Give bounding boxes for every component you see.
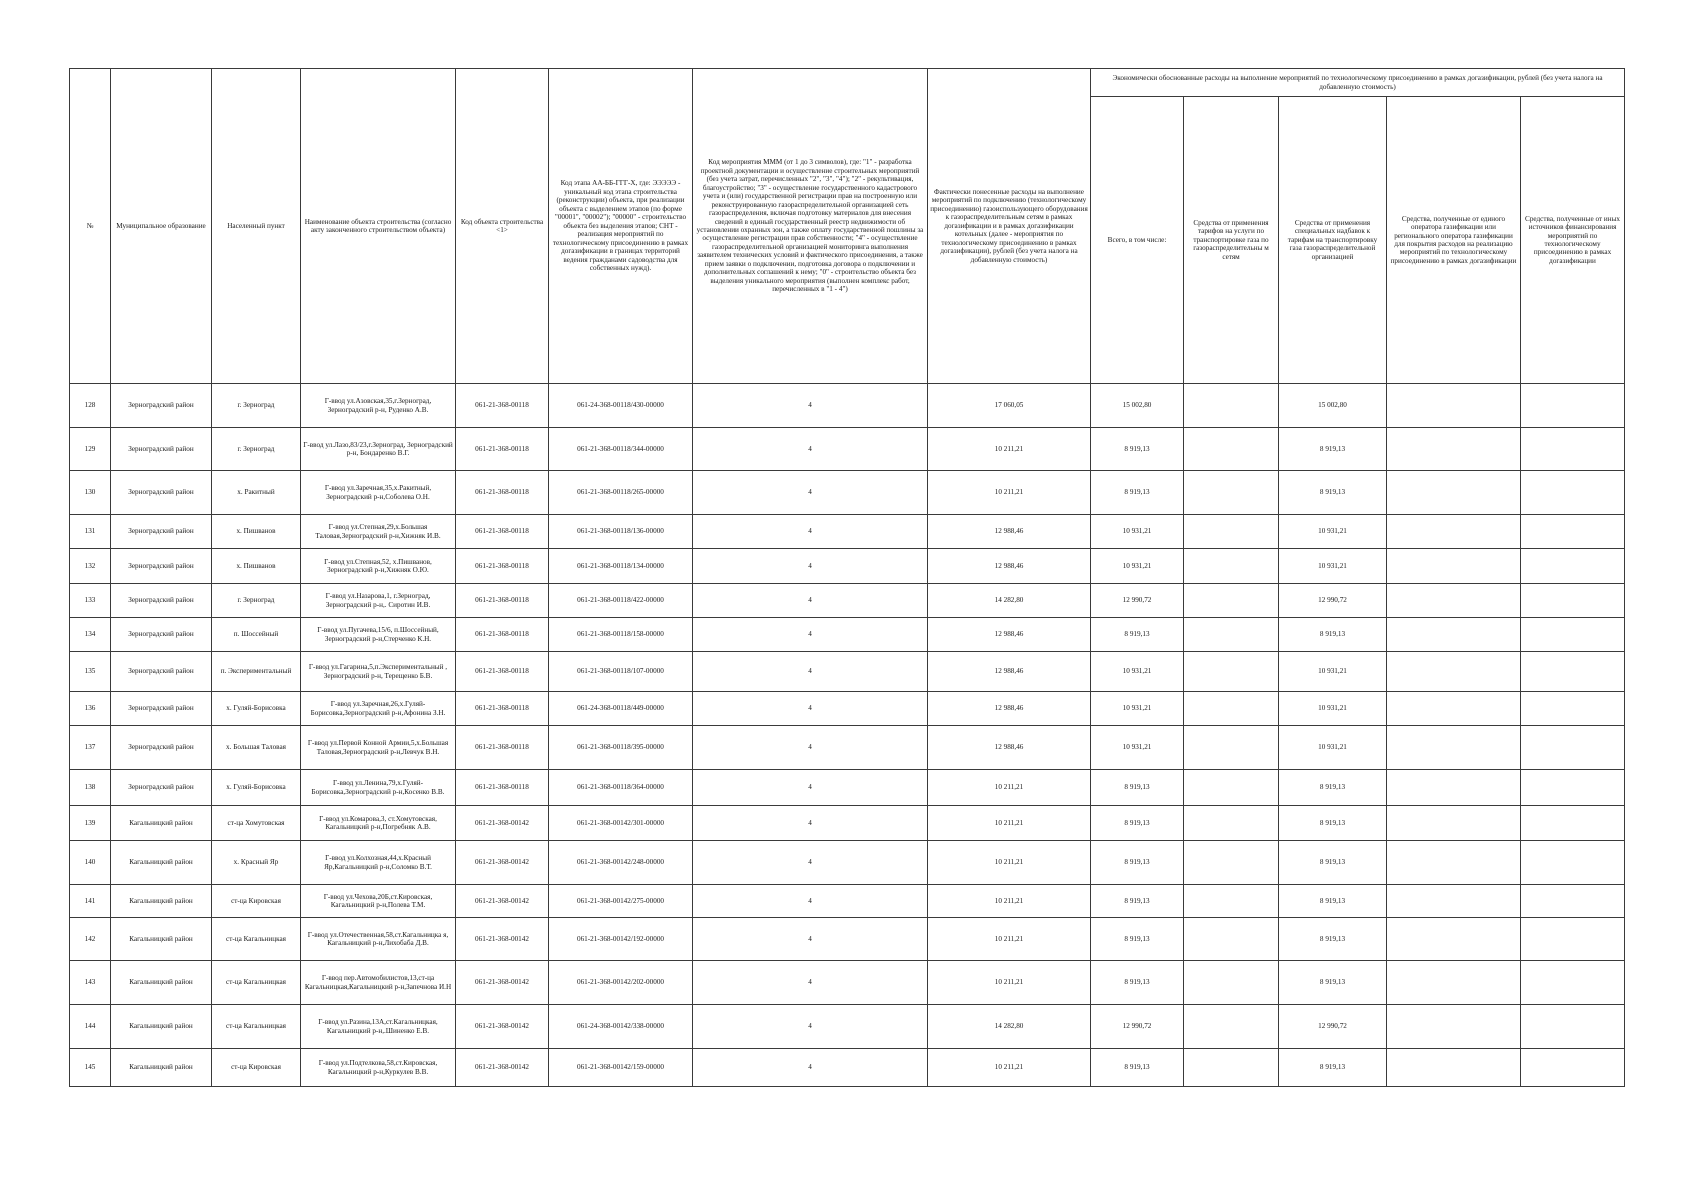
cell-stage-code: 061-21-368-00142/202-00000 [549,961,693,1005]
cell-num: 137 [70,726,111,770]
cell-surcharge: 8 919,13 [1279,841,1387,885]
cell-locality: х. Пишванов [212,549,301,584]
cell-tariff [1184,384,1279,428]
header-object-code: Код объекта строительства <1> [456,69,549,384]
cell-operator [1387,961,1521,1005]
cell-total: 8 919,13 [1091,961,1184,1005]
cell-surcharge: 8 919,13 [1279,806,1387,841]
cell-locality: х. Гуляй-Борисовка [212,770,301,806]
cell-tariff [1184,692,1279,726]
cell-object-name: Г-ввод ул.Азовская,35,г.Зерноград, Зерноградский р-н, Руденко А.В. [301,384,456,428]
cell-stage-code: 061-21-368-00118/134-00000 [549,549,693,584]
cell-total: 15 002,80 [1091,384,1184,428]
cell-other [1521,841,1625,885]
cell-surcharge: 8 919,13 [1279,918,1387,961]
cell-locality: ст-ца Кагальницкая [212,1005,301,1049]
cell-locality: х. Красный Яр [212,841,301,885]
cell-locality: г. Зерноград [212,584,301,618]
cell-actual-costs: 12 988,46 [928,515,1091,549]
cell-municipality: Зерноградский район [111,384,212,428]
table-row [70,961,1625,1005]
cell-municipality: Кагальницкий район [111,918,212,961]
cell-other [1521,726,1625,770]
cell-total: 12 990,72 [1091,584,1184,618]
cell-locality: х. Большая Таловая [212,726,301,770]
cell-municipality: Кагальницкий район [111,885,212,918]
cell-municipality: Кагальницкий район [111,1049,212,1087]
cell-object-code: 061-21-368-00118 [456,515,549,549]
cell-object-code: 061-21-368-00118 [456,584,549,618]
cell-locality: х. Гуляй-Борисовка [212,692,301,726]
cell-locality: п. Шоссейный [212,618,301,652]
cell-locality: ст-ца Кагальницкая [212,918,301,961]
cell-surcharge: 8 919,13 [1279,1049,1387,1087]
cell-tariff [1184,806,1279,841]
cell-num: 143 [70,961,111,1005]
cell-other [1521,692,1625,726]
cell-surcharge: 10 931,21 [1279,726,1387,770]
cell-activity-code: 4 [693,1049,928,1087]
table-body [70,384,1625,1087]
cell-tariff [1184,652,1279,692]
cell-stage-code: 061-21-368-00118/422-00000 [549,584,693,618]
cell-stage-code: 061-21-368-00118/344-00000 [549,428,693,471]
cell-operator [1387,726,1521,770]
header-actual-costs: Фактически понесенные расходы на выполнение мероприятий по подключению (технологическому присоединению) газоиспользующего оборудования к газораспределительным сетям в рамках догазификации и в рамках догазификации котельных (далее - мероприятия по технологическому присоединению в рамках догазификации), рублей (без учета налога на добавленную стоимость) [928,69,1091,384]
cell-object-code: 061-21-368-00118 [456,618,549,652]
cell-object-code: 061-21-368-00118 [456,652,549,692]
cell-stage-code: 061-21-368-00118/107-00000 [549,652,693,692]
cell-actual-costs: 12 988,46 [928,652,1091,692]
cell-municipality: Зерноградский район [111,652,212,692]
table-row [70,549,1625,584]
cell-activity-code: 4 [693,471,928,515]
cell-total: 8 919,13 [1091,806,1184,841]
table-row [70,918,1625,961]
cell-actual-costs: 10 211,21 [928,471,1091,515]
table-row [70,384,1625,428]
cell-object-name: Г-ввод пер.Автомобилистов,13,ст-ца Кагальницкая,Кагальницкий р-н,Запечнова И.Н [301,961,456,1005]
cell-stage-code: 061-21-368-00142/301-00000 [549,806,693,841]
cell-actual-costs: 10 211,21 [928,885,1091,918]
cell-locality: х. Ракитный [212,471,301,515]
header-stage-code: Код этапа АА-ББ-ГГГ-Х, где: ЭЭЭЭЭ - уникальный код этапа строительства (реконструкции) объекта, при реализации объекта с выделением этапов (по форме "00001", "00002"); "00000" - строительство объекта без выделения этапов; СНТ - реализация мероприятий по технологическому присоединению в рамках догазификации в границах территорий ведения гражданами садоводства для собственных нужд). [549,69,693,384]
cell-surcharge: 10 931,21 [1279,652,1387,692]
cell-tariff [1184,885,1279,918]
cell-object-name: Г-ввод ул.Чехова,20Б,ст.Кировская, Кагальницкий р-н,Полева Т.М. [301,885,456,918]
cell-actual-costs: 17 060,05 [928,384,1091,428]
header-other: Средства, полученные от иных источников финансирования мероприятий по технологическому присоединению в рамках догазификации [1521,97,1625,384]
table-header [70,69,1625,384]
header-locality: Населенный пункт [212,69,301,384]
cell-tariff [1184,918,1279,961]
cell-actual-costs: 10 211,21 [928,918,1091,961]
header-municipality: Муниципальное образование [111,69,212,384]
cell-other [1521,918,1625,961]
header-tariff: Средства от применения тарифов на услуги по транспортировке газа по газораспределительны м сетям [1184,97,1279,384]
cell-object-name: Г-ввод ул.Пугачева,15/6, п.Шоссейный, Зерноградский р-н,Стерченко К.Н. [301,618,456,652]
cell-object-name: Г-ввод ул.Назарова,1, г.Зерноград, Зерноградский р-н,. Сиротин И.В. [301,584,456,618]
cell-other [1521,471,1625,515]
cell-municipality: Кагальницкий район [111,961,212,1005]
cell-other [1521,885,1625,918]
cell-object-code: 061-21-368-00118 [456,549,549,584]
cell-locality: г. Зерноград [212,384,301,428]
cell-other [1521,961,1625,1005]
cell-surcharge: 10 931,21 [1279,515,1387,549]
cell-activity-code: 4 [693,384,928,428]
cell-actual-costs: 14 282,80 [928,584,1091,618]
cell-activity-code: 4 [693,515,928,549]
cell-actual-costs: 10 211,21 [928,806,1091,841]
cell-stage-code: 061-21-368-00142/275-00000 [549,885,693,918]
cell-other [1521,549,1625,584]
cell-stage-code: 061-21-368-00142/159-00000 [549,1049,693,1087]
cell-operator [1387,618,1521,652]
cell-object-name: Г-ввод ул.Гагарина,5,п.Экспериментальный , Зерноградский р-н, Терещенко Б.В. [301,652,456,692]
cell-operator [1387,1049,1521,1087]
cell-object-code: 061-21-368-00118 [456,726,549,770]
cell-stage-code: 061-21-368-00142/248-00000 [549,841,693,885]
cell-tariff [1184,1049,1279,1087]
cell-operator [1387,584,1521,618]
cell-stage-code: 061-24-368-00118/449-00000 [549,692,693,726]
cell-other [1521,1049,1625,1087]
header-activity-code: Код мероприятия МММ (от 1 до 3 символов), где: "1" - разработка проектной документации и осуществление строительных мероприятий (без учета затрат, перечисленных "2", "3", "4"); "2" - рекультивация, благоустройство; "3" - осуществление государственного кадастрового учета и (или) государственной регистрации прав на построенную или реконструированную газораспределительной организацией сеть газораспределения, включая подготовку материалов для внесения сведений в единый государственный реестр недвижимости об установлении охранных зон, а также оплату государственной пошлины за осуществление регистрации прав собственности; "4" - осуществление газораспределительной организацией мониторинга выполнения заявителем технических условий и фактического присоединения, а также прием заявки о подключении, подготовка договора о подключении и дополнительных соглашений к нему; "0" - строительство объекта без выделения уникального мероприятия (выполнен комплекс работ, перечисленных в "1 - 4") [693,69,928,384]
cell-num: 140 [70,841,111,885]
cell-municipality: Зерноградский район [111,770,212,806]
cell-other [1521,770,1625,806]
cell-tariff [1184,1005,1279,1049]
cell-operator [1387,652,1521,692]
cell-municipality: Зерноградский район [111,726,212,770]
cell-num: 136 [70,692,111,726]
cell-activity-code: 4 [693,618,928,652]
cell-total: 8 919,13 [1091,471,1184,515]
cell-object-code: 061-21-368-00118 [456,471,549,515]
cell-object-name: Г-ввод ул.Комарова,3, ст.Хомутовская, Кагальницкий р-н,Погребняк А.В. [301,806,456,841]
cell-stage-code: 061-21-368-00142/192-00000 [549,918,693,961]
cell-operator [1387,428,1521,471]
cell-actual-costs: 10 211,21 [928,961,1091,1005]
cell-object-code: 061-21-368-00142 [456,1049,549,1087]
cell-surcharge: 12 990,72 [1279,1005,1387,1049]
cell-other [1521,515,1625,549]
table-row [70,584,1625,618]
cell-stage-code: 061-24-368-00142/338-00000 [549,1005,693,1049]
cell-actual-costs: 10 211,21 [928,770,1091,806]
table-row [70,770,1625,806]
header-econ-group: Экономически обоснованные расходы на выполнение мероприятий по технологическому присоединению в рамках догазификации, рублей (без учета налога на добавленную стоимость) [1091,69,1625,97]
cell-object-name: Г-ввод ул.Степная,29,х.Большая Таловая,Зерноградский р-н,Хижняк И.В. [301,515,456,549]
cell-municipality: Зерноградский район [111,471,212,515]
cell-other [1521,652,1625,692]
cell-stage-code: 061-21-368-00118/158-00000 [549,618,693,652]
cell-surcharge: 8 919,13 [1279,618,1387,652]
table-row [70,726,1625,770]
cell-object-code: 061-21-368-00142 [456,806,549,841]
cell-surcharge: 8 919,13 [1279,471,1387,515]
cell-municipality: Зерноградский район [111,618,212,652]
cell-object-code: 061-21-368-00142 [456,841,549,885]
table-row [70,1049,1625,1087]
cell-locality: ст-ца Кировская [212,1049,301,1087]
cell-municipality: Кагальницкий район [111,1005,212,1049]
cell-num: 145 [70,1049,111,1087]
cell-num: 133 [70,584,111,618]
cell-total: 8 919,13 [1091,885,1184,918]
cell-object-name: Г-ввод ул.Лазо,83/23,г.Зерноград, Зерноградский р-н, Бондаренко В.Г. [301,428,456,471]
header-object-name: Наименование объекта строительства (согласно акту законченного строительством объекта) [301,69,456,384]
table-row [70,806,1625,841]
cell-tariff [1184,770,1279,806]
cell-tariff [1184,428,1279,471]
table-row [70,652,1625,692]
cell-activity-code: 4 [693,841,928,885]
cell-total: 8 919,13 [1091,1049,1184,1087]
cell-activity-code: 4 [693,885,928,918]
cell-other [1521,1005,1625,1049]
table-row [70,428,1625,471]
cell-locality: п. Экспериментальный [212,652,301,692]
cell-operator [1387,515,1521,549]
cell-locality: ст-ца Кагальницкая [212,961,301,1005]
cell-num: 130 [70,471,111,515]
cell-num: 135 [70,652,111,692]
cell-operator [1387,918,1521,961]
header-surcharge: Средства от применения специальных надбавок к тарифам на транспортировку газа газораспределительной организацией [1279,97,1387,384]
cell-surcharge: 10 931,21 [1279,549,1387,584]
cell-object-code: 061-21-368-00118 [456,770,549,806]
cell-operator [1387,885,1521,918]
cell-stage-code: 061-24-368-00118/430-00000 [549,384,693,428]
cell-total: 10 931,21 [1091,549,1184,584]
cell-other [1521,806,1625,841]
cell-surcharge: 12 990,72 [1279,584,1387,618]
cell-surcharge: 8 919,13 [1279,961,1387,1005]
cell-surcharge: 8 919,13 [1279,428,1387,471]
cell-operator [1387,549,1521,584]
cell-operator [1387,770,1521,806]
table-row [70,471,1625,515]
cell-municipality: Зерноградский район [111,428,212,471]
cell-activity-code: 4 [693,1005,928,1049]
cell-actual-costs: 12 988,46 [928,692,1091,726]
cell-tariff [1184,961,1279,1005]
cell-num: 132 [70,549,111,584]
cell-total: 10 931,21 [1091,515,1184,549]
cell-actual-costs: 14 282,80 [928,1005,1091,1049]
cell-locality: х. Пишванов [212,515,301,549]
cell-object-code: 061-21-368-00142 [456,1005,549,1049]
cell-num: 128 [70,384,111,428]
cell-municipality: Кагальницкий район [111,806,212,841]
cell-municipality: Зерноградский район [111,515,212,549]
cell-object-code: 061-21-368-00118 [456,692,549,726]
cell-num: 134 [70,618,111,652]
cell-total: 8 919,13 [1091,428,1184,471]
cell-municipality: Зерноградский район [111,549,212,584]
cell-tariff [1184,841,1279,885]
cell-object-name: Г-ввод ул.Отечественная,58,ст.Кагальницка я, Кагальницкий р-н,Лихобаба Д.В. [301,918,456,961]
cell-activity-code: 4 [693,806,928,841]
table-row [70,841,1625,885]
cell-surcharge: 8 919,13 [1279,770,1387,806]
cell-activity-code: 4 [693,918,928,961]
table-row [70,515,1625,549]
cell-num: 131 [70,515,111,549]
cost-table [69,68,1625,1087]
cell-tariff [1184,471,1279,515]
cell-operator [1387,384,1521,428]
cell-activity-code: 4 [693,961,928,1005]
cell-num: 142 [70,918,111,961]
cell-total: 8 919,13 [1091,841,1184,885]
cell-object-code: 061-21-368-00142 [456,885,549,918]
cell-total: 8 919,13 [1091,770,1184,806]
cell-num: 139 [70,806,111,841]
cell-num: 144 [70,1005,111,1049]
cell-stage-code: 061-21-368-00118/136-00000 [549,515,693,549]
cell-operator [1387,692,1521,726]
cell-object-name: Г-ввод ул.Колхозная,44,х.Красный Яр,Кагальницкий р-н,Соломко В.Т. [301,841,456,885]
cell-operator [1387,1005,1521,1049]
cell-object-name: Г-ввод ул.Заречная,26,х.Гуляй-Борисовка,Зерноградский р-н,Афонина З.Н. [301,692,456,726]
cell-num: 141 [70,885,111,918]
cell-total: 12 990,72 [1091,1005,1184,1049]
cell-locality: ст-ца Хомутовская [212,806,301,841]
cell-actual-costs: 12 988,46 [928,549,1091,584]
cell-object-code: 061-21-368-00118 [456,428,549,471]
cell-municipality: Зерноградский район [111,584,212,618]
header-num: № [70,69,111,384]
cell-num: 138 [70,770,111,806]
cell-total: 10 931,21 [1091,692,1184,726]
table-row [70,885,1625,918]
cell-other [1521,584,1625,618]
cell-object-code: 061-21-368-00142 [456,961,549,1005]
cell-object-name: Г-ввод ул.Первой Конной Армии,5,х.Большая Таловая,Зерноградский р-н,Левчук В.Н. [301,726,456,770]
cell-tariff [1184,584,1279,618]
cell-actual-costs: 10 211,21 [928,1049,1091,1087]
cell-municipality: Зерноградский район [111,692,212,726]
cell-activity-code: 4 [693,692,928,726]
cell-object-name: Г-ввод ул.Ленина,79,х.Гуляй-Борисовка,Зерноградский р-н,Косенко В.В. [301,770,456,806]
cell-surcharge: 10 931,21 [1279,692,1387,726]
header-total: Всего, в том числе: [1091,97,1184,384]
cell-operator [1387,841,1521,885]
cell-surcharge: 15 002,80 [1279,384,1387,428]
cell-operator [1387,471,1521,515]
cell-activity-code: 4 [693,428,928,471]
cell-object-name: Г-ввод ул.Степная,52, х.Пишванов, Зерноградский р-н,Хижняк О.Ю. [301,549,456,584]
cell-other [1521,428,1625,471]
cell-stage-code: 061-21-368-00118/364-00000 [549,770,693,806]
cell-stage-code: 061-21-368-00118/395-00000 [549,726,693,770]
cell-locality: ст-ца Кировская [212,885,301,918]
cell-object-name: Г-ввод ул.Заречная,35,х.Ракитный, Зерноградский р-н,Соболева О.Н. [301,471,456,515]
cell-activity-code: 4 [693,549,928,584]
cell-other [1521,384,1625,428]
cell-total: 10 931,21 [1091,652,1184,692]
cell-total: 10 931,21 [1091,726,1184,770]
cell-activity-code: 4 [693,584,928,618]
cell-object-name: Г-ввод ул.Подтелкова,58,ст.Кировская, Кагальницкий р-н,Куркулев В.В. [301,1049,456,1087]
cell-num: 129 [70,428,111,471]
cell-object-code: 061-21-368-00142 [456,918,549,961]
cell-activity-code: 4 [693,770,928,806]
cell-total: 8 919,13 [1091,618,1184,652]
cell-other [1521,618,1625,652]
cell-tariff [1184,515,1279,549]
header-operator: Средства, полученные от единого оператора газификации или регионального оператора газификации для покрытия расходов на реализацию мероприятий по технологическому присоединению в рамках догазификации [1387,97,1521,384]
cell-tariff [1184,618,1279,652]
cell-total: 8 919,13 [1091,918,1184,961]
cell-actual-costs: 10 211,21 [928,841,1091,885]
table-row [70,618,1625,652]
table-row [70,692,1625,726]
cell-municipality: Кагальницкий район [111,841,212,885]
cell-activity-code: 4 [693,726,928,770]
cell-tariff [1184,726,1279,770]
cell-actual-costs: 12 988,46 [928,726,1091,770]
cell-stage-code: 061-21-368-00118/265-00000 [549,471,693,515]
cell-object-code: 061-21-368-00118 [456,384,549,428]
cell-object-name: Г-ввод ул.Разина,13А,ст.Кагальницкая, Кагальницкий р-н,.Шиненко Е.В. [301,1005,456,1049]
cell-actual-costs: 10 211,21 [928,428,1091,471]
table-row [70,1005,1625,1049]
cell-activity-code: 4 [693,652,928,692]
cell-tariff [1184,549,1279,584]
cell-locality: г. Зерноград [212,428,301,471]
cell-actual-costs: 12 988,46 [928,618,1091,652]
cell-operator [1387,806,1521,841]
cell-surcharge: 8 919,13 [1279,885,1387,918]
